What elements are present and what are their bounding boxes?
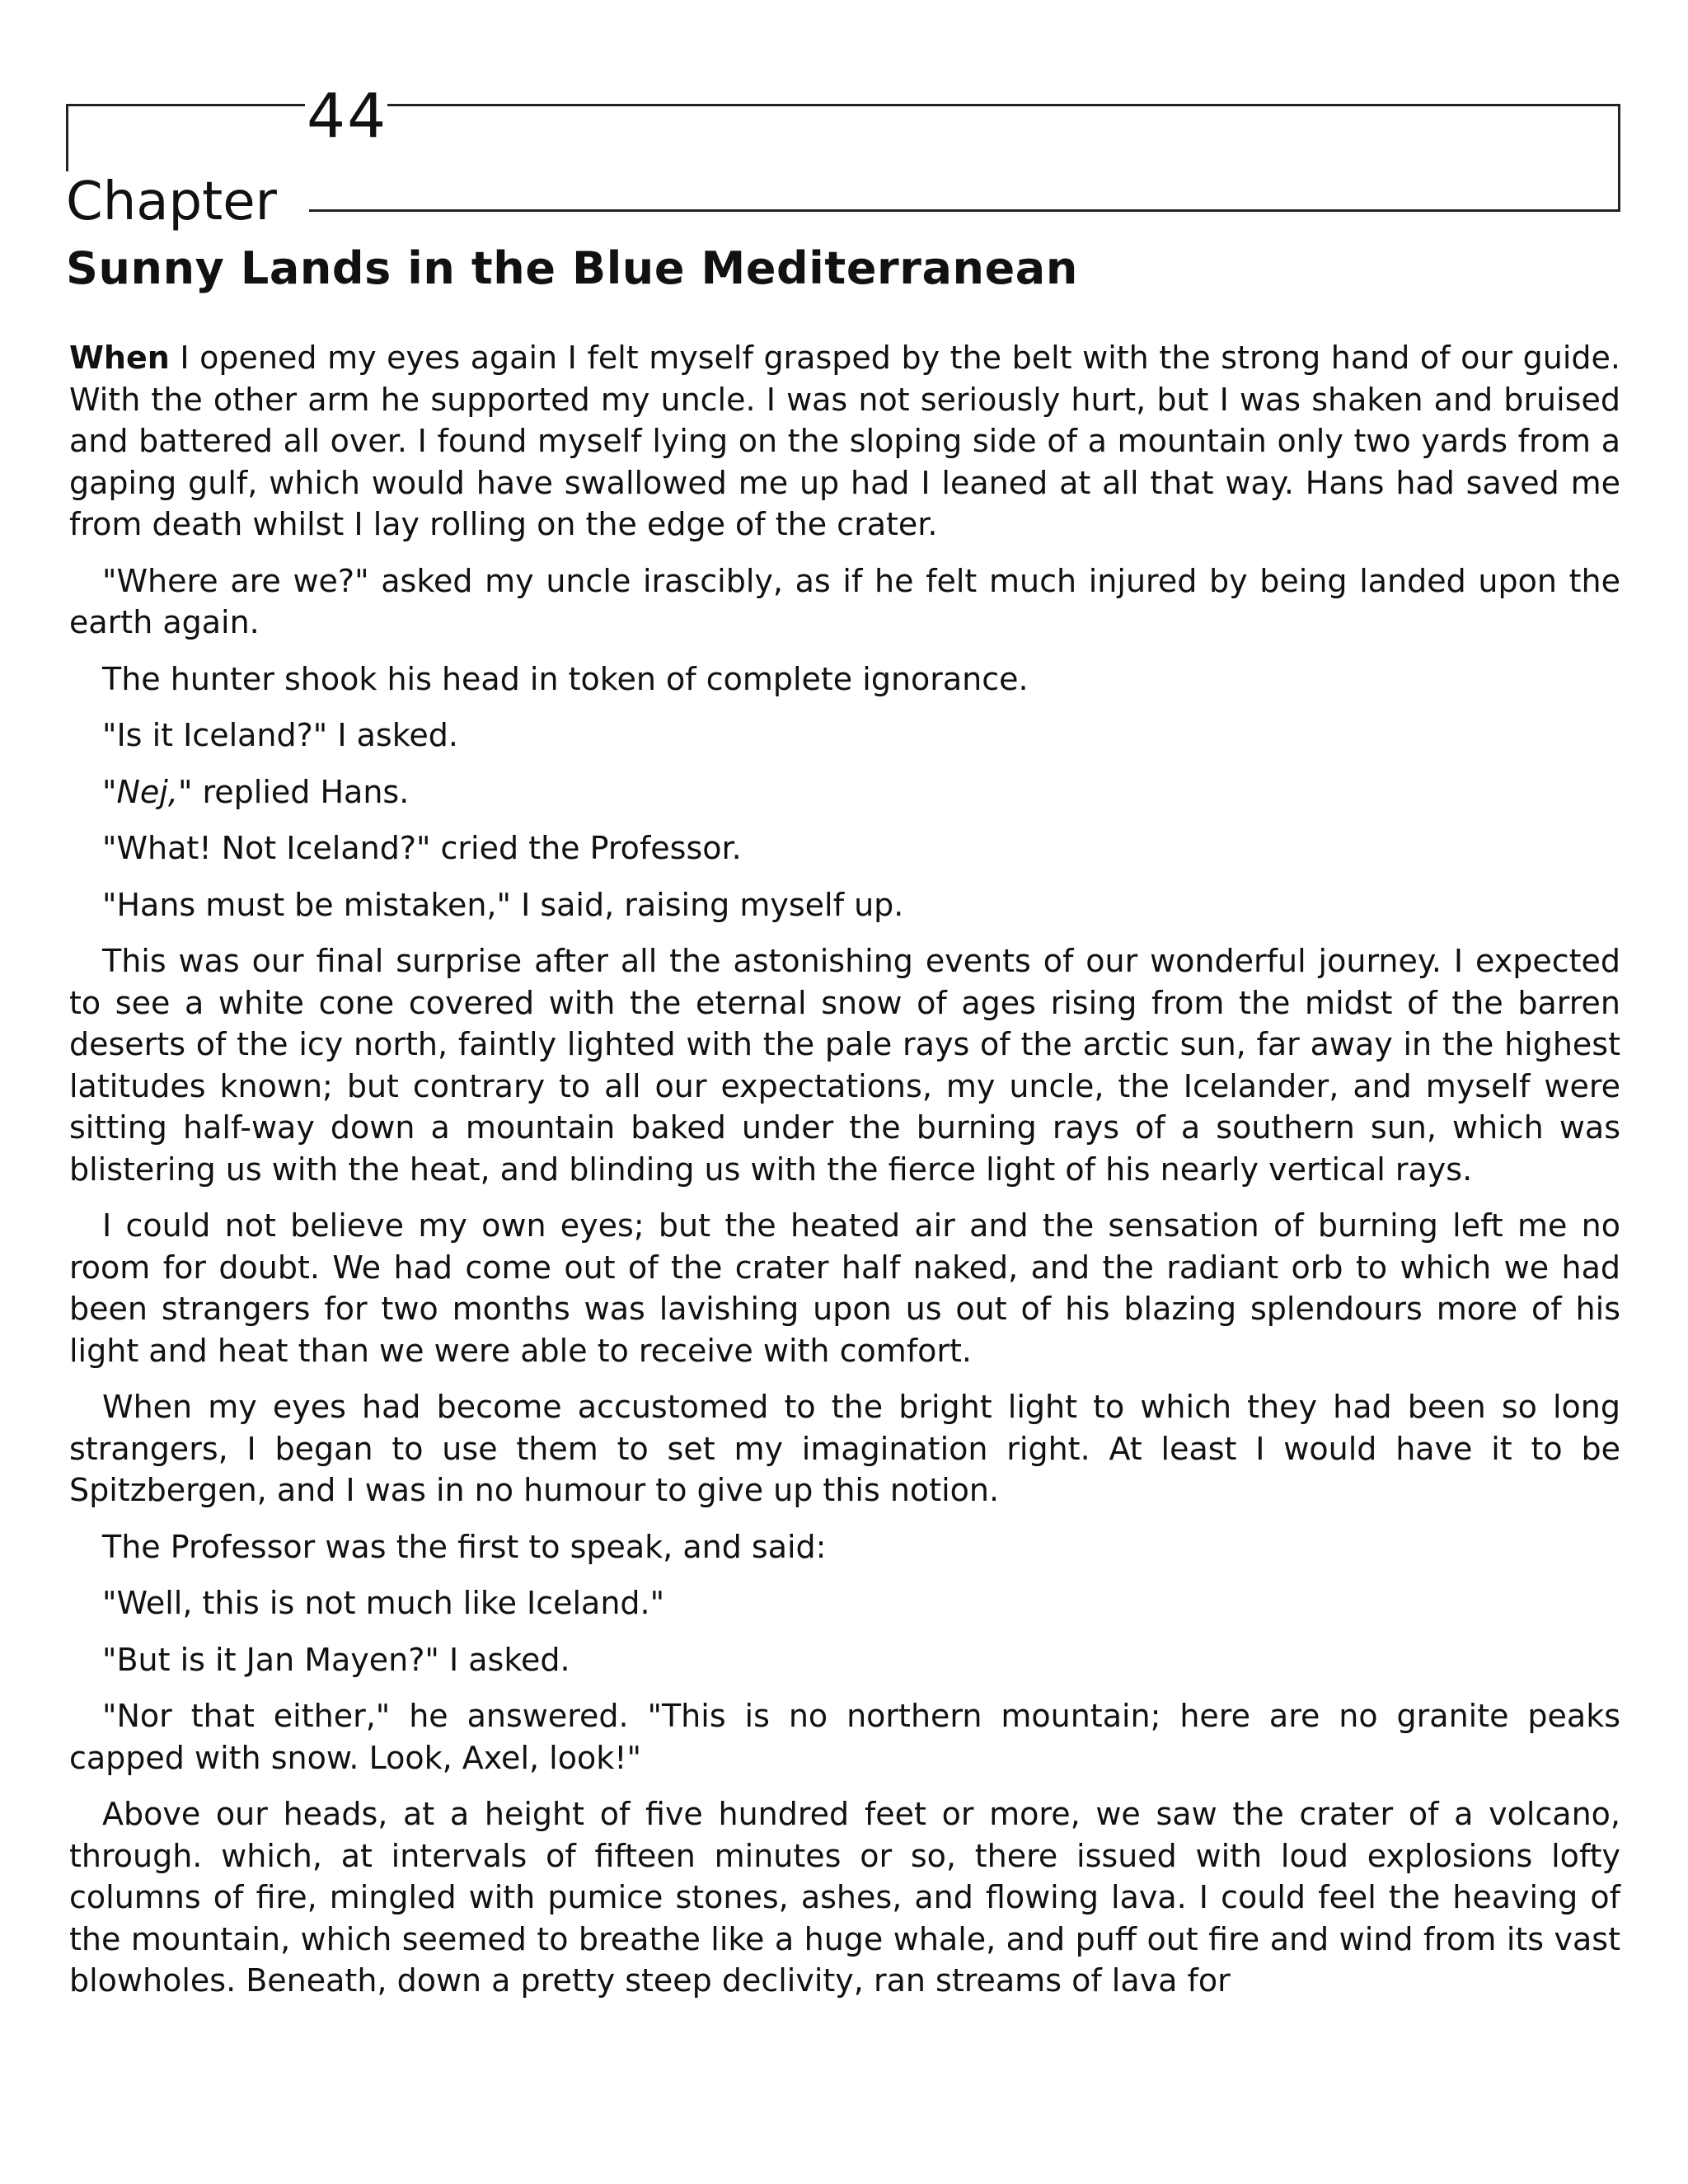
paragraph: "What! Not Iceland?" cried the Professor. <box>102 830 742 866</box>
paragraph: "Is it Iceland?" I asked. <box>102 717 458 753</box>
header-frame-left-rule <box>66 104 68 171</box>
paragraph: This was our final surprise after all the astonishing events of our wonderful journey. I expected to see a white cone covered with the eternal snow of ages rising from the midst of the barren deserts of the icy north, faintly lighted with the pale rays of the arctic sun, far away in the highest latitudes known; but contrary to all our expectations, my uncle, the Icelander, and myself were sitting half-way down a mountain baked under the burning rays of a southern sun, which was blistering us with the heat, and blinding us with the fierce light of his nearly vertical rays. <box>69 943 1620 1188</box>
paragraph: The Professor was the first to speak, and said: <box>102 1528 827 1565</box>
chapter-label: Chapter <box>66 171 277 232</box>
header-frame-right-rule <box>1618 104 1620 211</box>
paragraph <box>69 337 1620 546</box>
paragraph <box>69 771 1620 813</box>
paragraph-text: " <box>102 773 117 810</box>
chapter-body <box>69 337 1620 2017</box>
paragraph: I could not believe my own eyes; but the heated air and the sensation of burning left me no room for doubt. We had come out of the crater half naked, and the radiant orb to which we had been strangers for two months was lavishing upon us out of his blazing splendours more of his light and heat than we were able to receive with comfort. <box>69 1207 1620 1369</box>
paragraph: "Well, this is not much like Iceland." <box>102 1585 665 1621</box>
paragraph: When my eyes had become accustomed to the bright light to which they had been so long strangers, I began to use them to set my imagination right. At least I would have it to be Spitzbergen, and I was in no humour to give up this notion. <box>69 1389 1620 1508</box>
paragraph: "Where are we?" asked my uncle irascibly, as if he felt much injured by being landed upon the earth again. <box>69 562 1620 640</box>
header-frame-top-right-rule <box>387 104 1620 106</box>
header-frame-top-left-rule <box>66 104 305 106</box>
chapter-title: Sunny Lands in the Blue Mediterranean <box>66 242 1078 294</box>
header-frame-bottom-rule <box>309 209 1620 212</box>
paragraph: Above our heads, at a height of five hundred feet or more, we saw the crater of a volcano, through. which, at intervals of fifteen minutes or so, there issued with loud explosions lofty columns of fire, mingled with pumice stones, ashes, and flowing lava. I could feel the heaving of the mountain, which seemed to breathe like a huge whale, and puff out fire and wind from its vast blowholes. Beneath, down a pretty steep declivity, ran streams of lava for <box>69 1796 1620 1999</box>
chapter-number: 44 <box>307 81 388 152</box>
paragraph: "But is it Jan Mayen?" I asked. <box>102 1641 570 1678</box>
paragraph: "Hans must be mistaken," I said, raising myself up. <box>102 886 904 923</box>
paragraph-lead-word: When <box>69 340 170 376</box>
paragraph: "Nor that either," he answered. "This is no northern mountain; here are no granite peaks capped with snow. Look, Axel, look!" <box>69 1698 1620 1776</box>
paragraph: The hunter shook his head in token of complete ignorance. <box>102 660 1029 697</box>
paragraph-text: I opened my eyes again I felt myself grasped by the belt with the strong hand of our guide. With the other arm he supported my uncle. I was not seriously hurt, but I was shaken and bruised and battered all over. I found myself lying on the sloping side of a mountain only two yards from a gaping gulf, which would have swallowed me up had I leaned at all that way. Hans had saved me from death whilst I lay rolling on the edge of the crater. <box>69 340 1620 542</box>
paragraph-text: " replied Hans. <box>177 773 410 810</box>
italic-word: Nej, <box>116 773 178 810</box>
